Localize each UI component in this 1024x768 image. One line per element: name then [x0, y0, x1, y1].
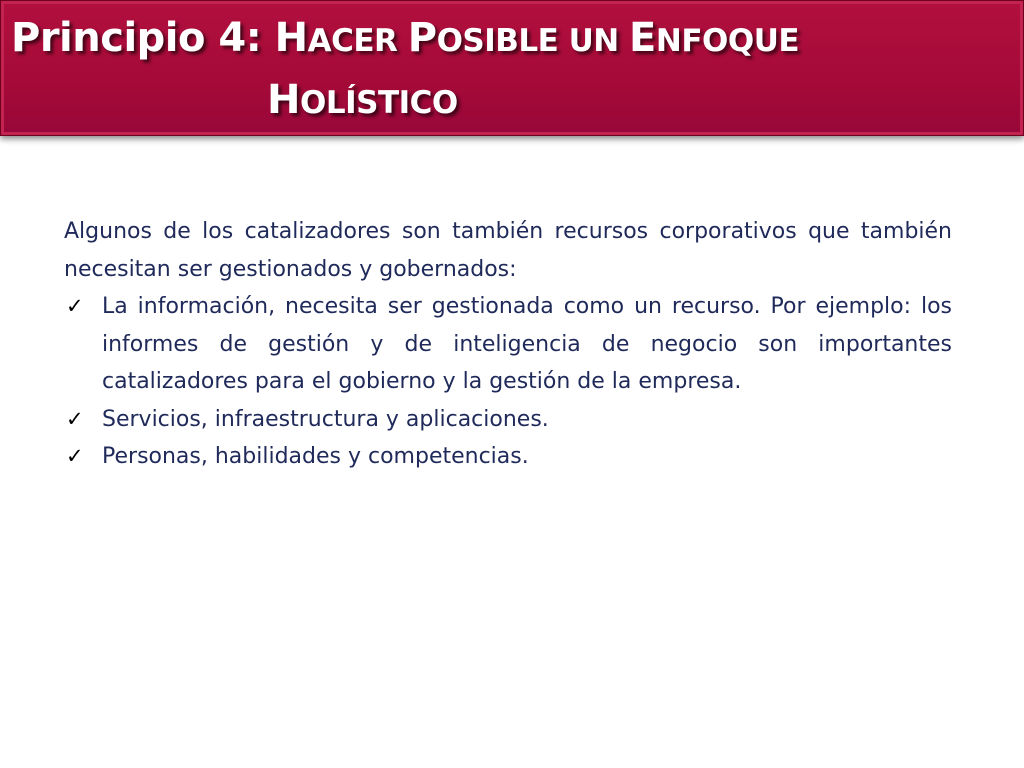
- title-segment: H: [274, 15, 308, 61]
- slide-title-line-2: [267, 77, 458, 123]
- title-segment: NFOQUE: [655, 23, 800, 59]
- checkmark-icon: ✓: [66, 444, 84, 468]
- checkmark-icon: ✓: [66, 406, 84, 431]
- slide-body: [64, 213, 952, 476]
- slide-title-line-1: [11, 15, 799, 61]
- title-segment: Principio 4:: [11, 15, 275, 61]
- intro-paragraph: Algunos de los catalizadores son también recursos corporativos que también necesitan ser gestionados y gobernados:: [64, 219, 952, 282]
- bullet-list: [64, 288, 952, 476]
- title-segment: P: [407, 15, 437, 61]
- bullet-text: Servicios, infraestructura y aplicaciones.: [102, 406, 549, 432]
- title-segment: OSIBLE UN: [436, 23, 630, 59]
- bullet-item: [64, 438, 952, 476]
- bullet-item: [64, 288, 952, 401]
- title-segment: E: [629, 15, 656, 61]
- bullet-text: La información, necesita ser gestionada como un recurso. Por ejemplo: los informes de gestión y de inteligencia de negocio son importantes catalizadores para el gobierno y la gestión de la empresa.: [102, 294, 952, 394]
- title-segment: ACER: [307, 23, 408, 59]
- title-segment: OLÍSTICO: [299, 85, 458, 121]
- bullet-text: Personas, habilidades y competencias.: [102, 444, 529, 469]
- title-bar: [0, 0, 1024, 136]
- bullet-item: [64, 401, 952, 439]
- checkmark-icon: ✓: [66, 294, 84, 318]
- title-segment: H: [267, 77, 300, 123]
